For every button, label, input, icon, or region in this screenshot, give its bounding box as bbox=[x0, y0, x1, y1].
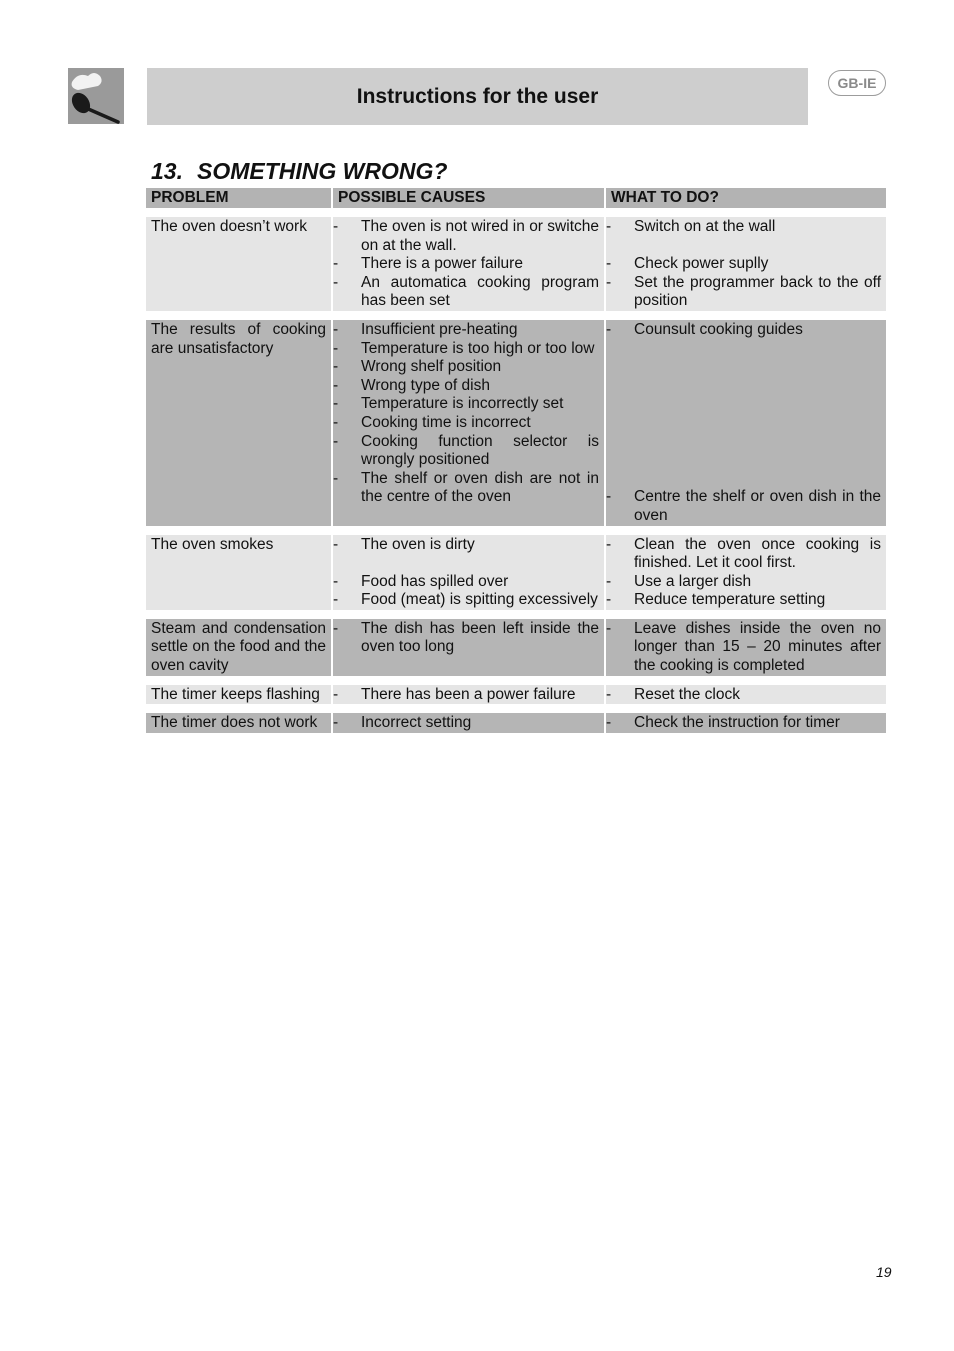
cause-text: There is a power failure bbox=[361, 255, 523, 273]
cause-text: Food (meat) is spitting excessively bbox=[361, 591, 598, 609]
actions-cell bbox=[604, 619, 886, 676]
problem-text: The oven smokes bbox=[151, 535, 274, 553]
list-item: - Food has spilled over bbox=[338, 573, 599, 592]
list-item: - The oven is not wired in or switche on at the wall. bbox=[333, 218, 599, 254]
actions-cell bbox=[604, 217, 886, 311]
list-item: - Centre the shelf or oven dish in the oven bbox=[606, 488, 881, 524]
actions-cell bbox=[604, 685, 886, 705]
action-text: Leave dishes inside the oven no longer than 15 – 20 minutes after the cooking is completed bbox=[634, 619, 881, 675]
troubleshooting-table bbox=[146, 188, 886, 733]
column-header-causes: POSSIBLE CAUSES bbox=[331, 188, 604, 208]
cause-text: There has been a power failure bbox=[361, 685, 576, 703]
table-row bbox=[146, 535, 886, 610]
problem-cell bbox=[146, 713, 331, 733]
table-row bbox=[146, 320, 886, 526]
cause-text: Cooking time is incorrect bbox=[361, 413, 531, 431]
list-item: - Use a larger dish bbox=[611, 573, 881, 592]
actions-cell bbox=[604, 713, 886, 733]
list-item: - The dish has been left inside the oven too long bbox=[333, 619, 599, 656]
header-bar bbox=[147, 68, 808, 125]
problem-cell bbox=[146, 535, 331, 610]
cause-text: The oven is dirty bbox=[361, 535, 475, 553]
causes-cell bbox=[331, 685, 604, 705]
action-text: Clean the oven once cooking is finished. Let it cool first. bbox=[634, 535, 881, 572]
column-header-actions: WHAT TO DO? bbox=[604, 188, 886, 208]
cause-text: Wrong shelf position bbox=[361, 358, 502, 376]
action-text: Reduce temperature setting bbox=[634, 591, 826, 609]
list-item: - The shelf or oven dish are not in the centre of the oven bbox=[333, 469, 599, 506]
list-item: - Counsult cooking guides bbox=[611, 321, 881, 340]
actions-cell bbox=[604, 535, 886, 610]
list-item: - The oven is dirty bbox=[338, 536, 599, 555]
language-badge: GB-IE bbox=[828, 70, 886, 96]
list-item: - Leave dishes inside the oven no longer than 15 – 20 minutes after the cooking is completed bbox=[606, 619, 881, 675]
list-item: - There is a power failure bbox=[338, 255, 599, 274]
problem-text: The oven doesn’t work bbox=[151, 218, 307, 235]
table-row bbox=[146, 713, 886, 733]
list-item: - Reduce temperature setting bbox=[611, 591, 881, 610]
section-title bbox=[151, 158, 447, 185]
cause-text: Food has spilled over bbox=[361, 572, 509, 590]
list-item: - Temperature is incorrectly set bbox=[338, 395, 599, 414]
page-number: 19 bbox=[876, 1264, 892, 1280]
causes-cell bbox=[331, 713, 604, 733]
cause-text: An automatica cooking program has been set bbox=[361, 273, 599, 310]
column-header-problem: PROBLEM bbox=[146, 188, 331, 208]
problem-cell bbox=[146, 619, 331, 676]
problem-text: Steam and condensation settle on the food and the oven cavity bbox=[151, 619, 326, 675]
section-title-text: SOMETHING WRONG? bbox=[196, 158, 448, 184]
cause-text: Temperature is incorrectly set bbox=[361, 395, 564, 413]
table-row bbox=[146, 217, 886, 311]
list-item: - Cooking function selector is wrongly positioned bbox=[333, 432, 599, 469]
table-header-row bbox=[146, 188, 886, 208]
action-text: Use a larger dish bbox=[634, 572, 752, 590]
list-item: - Set the programmer back to the off position bbox=[606, 273, 881, 310]
list-item: - An automatica cooking program has been set bbox=[333, 273, 599, 310]
problem-cell bbox=[146, 320, 331, 526]
action-text: Switch on at the wall bbox=[634, 218, 776, 235]
table-row bbox=[146, 619, 886, 676]
cause-text: Cooking function selector is wrongly positioned bbox=[361, 432, 599, 469]
action-text: Set the programmer back to the off position bbox=[634, 273, 881, 310]
list-item: - Incorrect setting bbox=[338, 714, 599, 733]
causes-cell bbox=[331, 217, 604, 311]
actions-cell bbox=[604, 320, 886, 526]
list-item: - Clean the oven once cooking is finished. Let it cool first. bbox=[606, 535, 881, 572]
action-text: Counsult cooking guides bbox=[634, 320, 803, 338]
list-item: - Insufficient pre-heating bbox=[338, 321, 599, 340]
list-item: - Wrong shelf position bbox=[338, 358, 599, 377]
cause-text: The dish has been left inside the oven too long bbox=[361, 619, 599, 656]
page-header-title: Instructions for the user bbox=[356, 84, 599, 108]
list-item: - Check power suplly bbox=[611, 255, 881, 274]
action-text: Check the instruction for timer bbox=[634, 714, 840, 732]
action-text: Check power suplly bbox=[634, 255, 769, 273]
table-row bbox=[146, 685, 886, 705]
list-item: - There has been a power failure bbox=[338, 686, 599, 705]
action-text: Centre the shelf or oven dish in the oven bbox=[634, 488, 881, 524]
problem-text: The timer does not work bbox=[151, 714, 318, 732]
list-item: - Check the instruction for timer bbox=[611, 714, 881, 733]
list-item: - Temperature is too high or too low bbox=[338, 340, 599, 359]
section-number: 13. bbox=[151, 158, 183, 184]
list-item: - Food (meat) is spitting excessively bbox=[333, 591, 598, 609]
cause-text: Temperature is too high or too low bbox=[361, 339, 595, 357]
list-item: - Cooking time is incorrect bbox=[338, 414, 599, 433]
problem-cell bbox=[146, 685, 331, 705]
problem-text: The timer keeps flashing bbox=[151, 685, 320, 703]
cause-text: Incorrect setting bbox=[361, 714, 472, 732]
list-item: - Wrong type of dish bbox=[338, 377, 599, 396]
action-text: Reset the clock bbox=[634, 685, 740, 703]
cause-text: The oven is not wired in or switche on at the wall. bbox=[361, 218, 599, 254]
cause-text: Wrong type of dish bbox=[361, 376, 490, 394]
list-item: - Switch on at the wall bbox=[611, 218, 881, 237]
causes-cell bbox=[331, 619, 604, 676]
cause-text: The shelf or oven dish are not in the centre of the oven bbox=[361, 469, 599, 506]
problem-text: The results of cooking are unsatisfactory bbox=[151, 320, 326, 357]
list-item: - Reset the clock bbox=[611, 686, 881, 705]
spoon-chef-hat-icon bbox=[68, 68, 124, 124]
causes-cell bbox=[331, 535, 604, 610]
problem-cell bbox=[146, 217, 331, 311]
cause-text: Insufficient pre-heating bbox=[361, 320, 518, 338]
causes-cell bbox=[331, 320, 604, 526]
